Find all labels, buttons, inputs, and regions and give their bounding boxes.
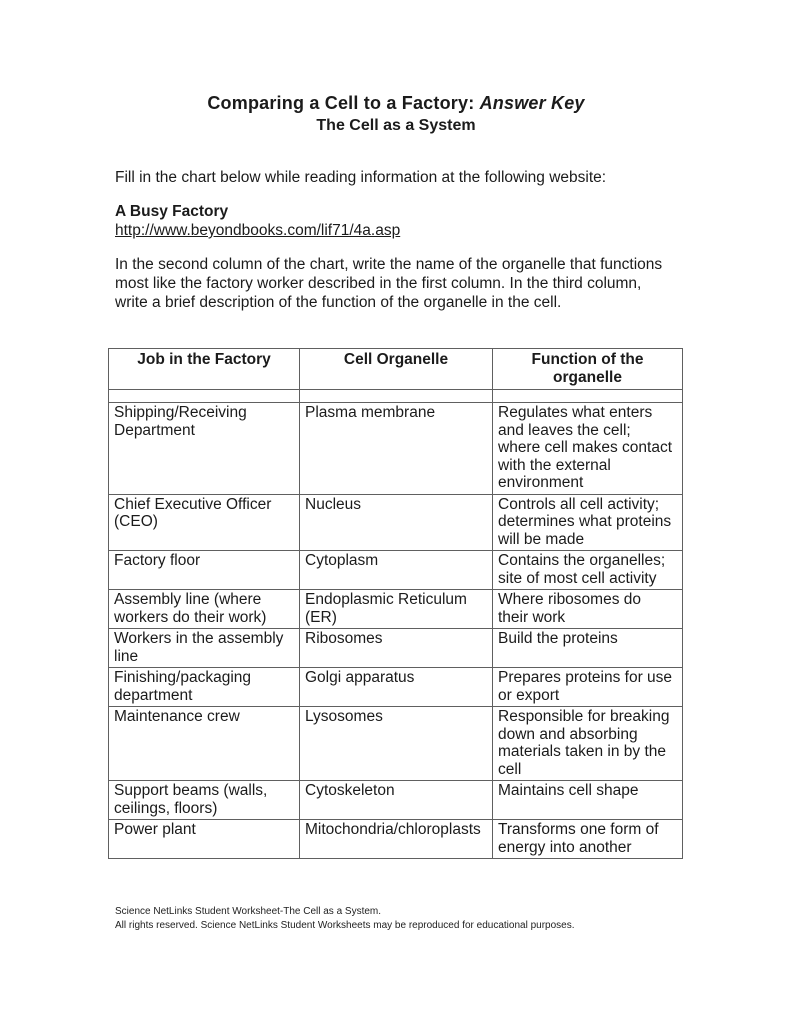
table-rows bbox=[109, 390, 683, 859]
function-cell: Responsible for breaking down and absorbing materials taken in by the cell bbox=[493, 707, 683, 781]
job-cell: Maintenance crew bbox=[109, 707, 300, 781]
table-row bbox=[109, 494, 683, 551]
table-row bbox=[109, 668, 683, 707]
intro-text: Fill in the chart below while reading information at the following website: bbox=[115, 169, 607, 186]
organelle-cell: Cytoplasm bbox=[300, 551, 493, 590]
table-row bbox=[109, 781, 683, 820]
page-title-answer-key: Answer Key bbox=[479, 93, 585, 113]
spacer-cell bbox=[300, 390, 493, 403]
organelle-cell: Nucleus bbox=[300, 494, 493, 551]
job-cell: Workers in the assembly line bbox=[109, 629, 300, 668]
organelle-cell: Mitochondria/chloroplasts bbox=[300, 820, 493, 859]
table-row bbox=[109, 590, 683, 629]
footer-line-2: All rights reserved. Science NetLinks Student Worksheets may be reproduced for educational purposes. bbox=[115, 919, 575, 931]
job-cell: Support beams (walls, ceilings, floors) bbox=[109, 781, 300, 820]
function-cell: Regulates what enters and leaves the cell; where cell makes contact with the external environment bbox=[493, 403, 683, 495]
job-cell: Factory floor bbox=[109, 551, 300, 590]
table-row bbox=[109, 629, 683, 668]
footer-line-1: Science NetLinks Student Worksheet-The Cell as a System. bbox=[115, 906, 382, 917]
organelle-cell: Cytoskeleton bbox=[300, 781, 493, 820]
table-row bbox=[109, 707, 683, 781]
organelle-cell: Ribosomes bbox=[300, 629, 493, 668]
spacer-cell bbox=[493, 390, 683, 403]
function-cell: Build the proteins bbox=[493, 629, 683, 668]
job-cell: Power plant bbox=[109, 820, 300, 859]
page-title-text: Comparing a Cell to a Factory: bbox=[207, 93, 480, 113]
job-cell: Chief Executive Officer (CEO) bbox=[109, 494, 300, 551]
header-organelle-label: Cell Organelle bbox=[343, 351, 449, 368]
resource-link[interactable]: http://www.beyondbooks.com/lif71/4a.asp bbox=[115, 222, 401, 239]
job-cell: Shipping/Receiving Department bbox=[109, 403, 300, 495]
header-job-label: Job in the Factory bbox=[137, 351, 271, 368]
table-header bbox=[109, 349, 683, 390]
resource-title: A Busy Factory bbox=[115, 203, 229, 220]
function-cell: Prepares proteins for use or export bbox=[493, 668, 683, 707]
organelle-answer-table bbox=[108, 348, 683, 859]
function-cell: Where ribosomes do their work bbox=[493, 590, 683, 629]
function-cell: Transforms one form of energy into another bbox=[493, 820, 683, 859]
organelle-cell: Lysosomes bbox=[300, 707, 493, 781]
function-cell: Maintains cell shape bbox=[493, 781, 683, 820]
table-row bbox=[109, 403, 683, 495]
organelle-cell: Golgi apparatus bbox=[300, 668, 493, 707]
organelle-cell: Endoplasmic Reticulum (ER) bbox=[300, 590, 493, 629]
page-subtitle: The Cell as a System bbox=[316, 117, 476, 134]
organelle-cell: Plasma membrane bbox=[300, 403, 493, 495]
function-cell: Contains the organelles; site of most cell activity bbox=[493, 551, 683, 590]
header-cell-organelle bbox=[300, 349, 493, 390]
table-header-row bbox=[109, 349, 683, 390]
table-row bbox=[109, 551, 683, 590]
table-row bbox=[109, 820, 683, 859]
spacer-cell bbox=[109, 390, 300, 403]
job-cell: Finishing/packaging department bbox=[109, 668, 300, 707]
footer bbox=[115, 905, 683, 932]
header-job-in-factory bbox=[109, 349, 300, 390]
spacer-row bbox=[109, 390, 683, 403]
function-cell: Controls all cell activity; determines what proteins will be made bbox=[493, 494, 683, 551]
page-title bbox=[109, 92, 683, 115]
instructions-text: In the second column of the chart, write the name of the organelle that functions most like the factory worker described in the first column. In the third column, write a brief description of the function of the organelle in the cell. bbox=[115, 256, 663, 311]
header-function bbox=[493, 349, 683, 390]
header-function-label: Function of the organelle bbox=[531, 351, 644, 386]
job-cell: Assembly line (where workers do their work) bbox=[109, 590, 300, 629]
